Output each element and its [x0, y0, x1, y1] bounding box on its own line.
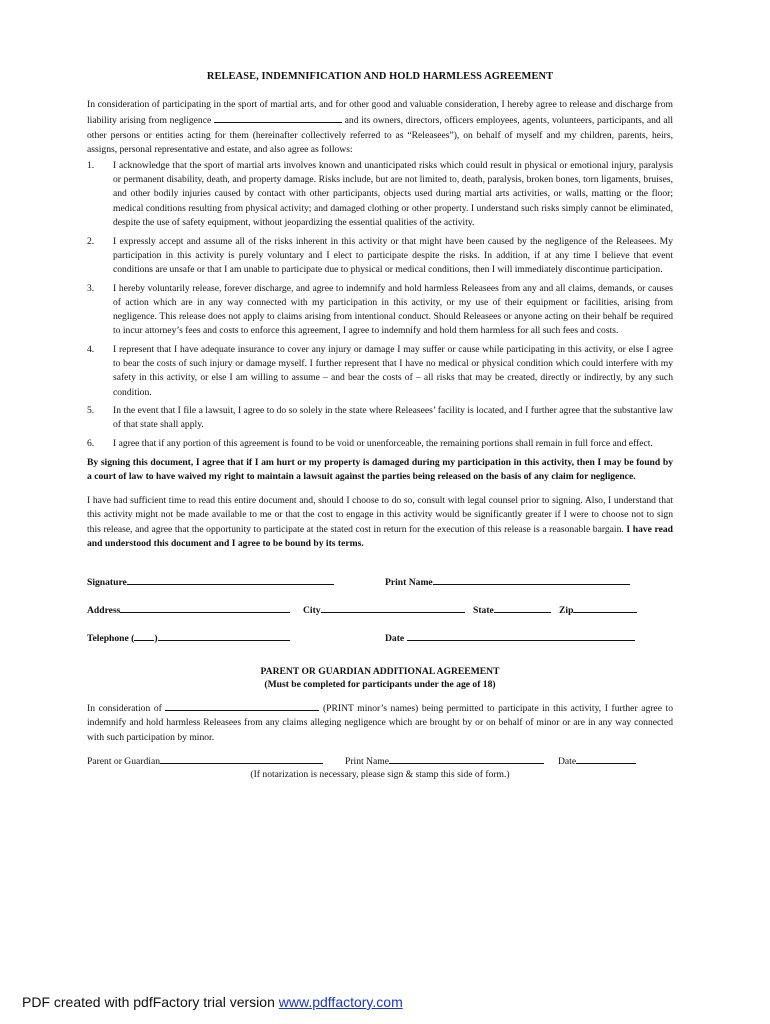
- print-name-line[interactable]: [433, 573, 630, 585]
- intro-text-b: and its owners, directors, officers employees, agents, volunteers, participants, and all other persons or entities acting for them (hereinafter collectively referred to as “Releasees”), on behalf of myself and my children, parents, heirs, assigns, personal representative and estate, and also agree as follows:: [87, 115, 673, 155]
- intro-paragraph: [87, 98, 673, 157]
- parent-form-row: [87, 753, 673, 767]
- list-item: [87, 404, 673, 432]
- telephone-paren: ): [154, 633, 158, 645]
- telephone-field[interactable]: [87, 629, 290, 646]
- item-number: 4.: [87, 343, 95, 355]
- print-name-field[interactable]: [385, 573, 630, 590]
- parent-text-b: (PRINT minor’s names) being permitted to participate in this activity, I further agree to indemnify and hold harmless Releasees from any claims alleging negligence which are brought by or on behalf of minor or are in any way connected with such participation by minor.: [87, 703, 673, 743]
- item-number: 5.: [87, 405, 95, 417]
- parent-date-field[interactable]: [558, 753, 636, 769]
- item-text: I expressly accept and assume all of the risks inherent in this activity or that might have been caused by the negligence of the Releasees. My participation in this activity is purely voluntary and I elect to participate despite the risks. In addition, if at any time I believe that event conditions are unsafe or that I am unable to participate due to physical or medical conditions, then I will immediately discontinue participation.: [113, 235, 673, 275]
- signature-field[interactable]: [87, 573, 334, 590]
- footer-link[interactable]: www.pdffactory.com: [278, 994, 403, 1010]
- intro-text-a: In consideration of participating in the sport of martial arts, and for other good and valuable consideration, I hereby agree to release and discharge from liability arising from negligence: [87, 99, 673, 127]
- list-item: [87, 437, 673, 451]
- date-field[interactable]: [385, 629, 635, 646]
- city-field[interactable]: [303, 601, 465, 618]
- sufficient-time-paragraph: [87, 494, 673, 551]
- list-item: [87, 343, 673, 400]
- item-number: 6.: [87, 438, 95, 450]
- date-line[interactable]: [407, 629, 635, 641]
- signature-line[interactable]: [127, 573, 334, 585]
- releasee-name-blank[interactable]: [214, 112, 342, 123]
- parent-section-title: PARENT OR GUARDIAN ADDITIONAL AGREEMENT: [260, 666, 500, 678]
- parent-paragraph: [87, 700, 673, 745]
- address-label: Address: [87, 605, 121, 617]
- parent-print-name-label: Print Name: [345, 755, 389, 767]
- guardian-label: Parent or Guardian: [87, 755, 160, 767]
- state-label: State: [473, 605, 494, 617]
- guardian-line[interactable]: [160, 753, 323, 764]
- signature-form: [87, 573, 673, 657]
- zip-line[interactable]: [573, 601, 637, 613]
- sufficient-time-text: I have had sufficient time to read this entire document and, should I choose to do so, consult with legal counsel prior to signing. Also, I understand that this activity might not be made available to me or that the cost to engage in this activity would be significantly greater if I were to choose not to sign this release, and agree that the opportunity to participate at the stated cost in return for the execution of this release is a reasonable bargain.: [87, 495, 673, 535]
- agreement-acknowledgement: I have read and understood this document and I agree to be bound by its terms.: [87, 523, 673, 549]
- state-line[interactable]: [494, 601, 551, 613]
- area-code-line[interactable]: [134, 629, 154, 641]
- pdf-footer: [22, 994, 403, 1010]
- parent-section-header: [87, 665, 673, 691]
- notarization-note: (If notarization is necessary, please sign & stamp this side of form.): [250, 768, 510, 780]
- date-label: Date: [385, 633, 405, 645]
- telephone-line[interactable]: [158, 629, 290, 641]
- zip-label: Zip: [559, 605, 574, 617]
- item-text: I represent that I have adequate insurance to cover any injury or damage I may suffer or cause while participating in this activity, or else I agree to bear the costs of such injury or damage myself. I further represent that I have no medical or physical condition which could interfere with my safety in this activity, or else I am willing to assume – and bear the costs of – all risks that may be created, directly or indirectly, by any such condition.: [113, 343, 673, 398]
- parent-date-label: Date: [558, 755, 577, 767]
- item-text: I acknowledge that the sport of martial arts involves known and unanticipated risks which could result in physical or emotional injury, paralysis or permanent disability, death, and property damage. Risks include, but are not limited to, death, paralysis, broken bones, torn ligaments, bruises, and other bodily injuries caused by contact with other participants, objects used during martial arts activities, or walls, matting or the floor; medical conditions resulting from physical activity; and damaged clothing or other property. I understand such risks simply cannot be eliminated, despite the use of safety equipment, without jeopardizing the essential qualities of the activity.: [113, 160, 673, 228]
- city-line[interactable]: [321, 601, 465, 613]
- item-text: I agree that if any portion of this agreement is found to be void or unenforceable, the remaining portions shall remain in full force and effect.: [113, 438, 653, 450]
- item-text: In the event that I file a lawsuit, I agree to do so solely in the state where Releasees’ facility is located, and I further agree that the substantive law of that state shall apply.: [113, 405, 673, 431]
- address-line[interactable]: [120, 601, 290, 613]
- telephone-label: Telephone (: [87, 633, 135, 645]
- state-field[interactable]: [473, 601, 551, 618]
- address-field[interactable]: [87, 601, 290, 618]
- waiver-statement: By signing this document, I agree that if I am hurt or my property is damaged during my participation in this activity, then I may be found by a court of law to have waived my right to maintain a lawsuit against the parties being released on the basis of any claim for negligence.: [87, 456, 673, 483]
- list-item: [87, 159, 673, 230]
- footer-text: PDF created with pdfFactory trial version: [22, 994, 279, 1010]
- print-name-label: Print Name: [385, 577, 433, 589]
- list-item: [87, 282, 673, 339]
- document-title: RELEASE, INDEMNIFICATION AND HOLD HARMLESS AGREEMENT: [206, 71, 554, 82]
- guardian-field[interactable]: [87, 753, 323, 769]
- item-number: 3.: [87, 282, 95, 294]
- parent-section-subtitle: (Must be completed for participants under the age of 18): [264, 679, 496, 691]
- item-number: 1.: [87, 160, 95, 172]
- agreement-list: [87, 159, 673, 451]
- parent-print-name-line[interactable]: [389, 753, 544, 764]
- minor-names-blank[interactable]: [165, 700, 319, 711]
- zip-field[interactable]: [559, 601, 637, 618]
- release-document: [87, 70, 673, 782]
- item-number: 2.: [87, 235, 95, 247]
- signature-label: Signature: [87, 577, 127, 589]
- city-label: City: [303, 605, 321, 617]
- parent-date-line[interactable]: [576, 753, 636, 764]
- list-item: [87, 235, 673, 278]
- item-text: I hereby voluntarily release, forever discharge, and agree to indemnify and hold harmless Releasees from any and all claims, demands, or causes of action which are in any way connected with my participation in this activity, or my use of their equipment or facilities, arising from negligence. This release does not apply to claims arising from intentional conduct. Should Releasees or anyone acting on their behalf be required to incur attorney’s fees and costs to enforce this agreement, I agree to indemnify and hold them harmless for all such fees and costs.: [113, 282, 673, 337]
- parent-text-a: In consideration of: [87, 703, 162, 715]
- parent-print-name-field[interactable]: [345, 753, 544, 769]
